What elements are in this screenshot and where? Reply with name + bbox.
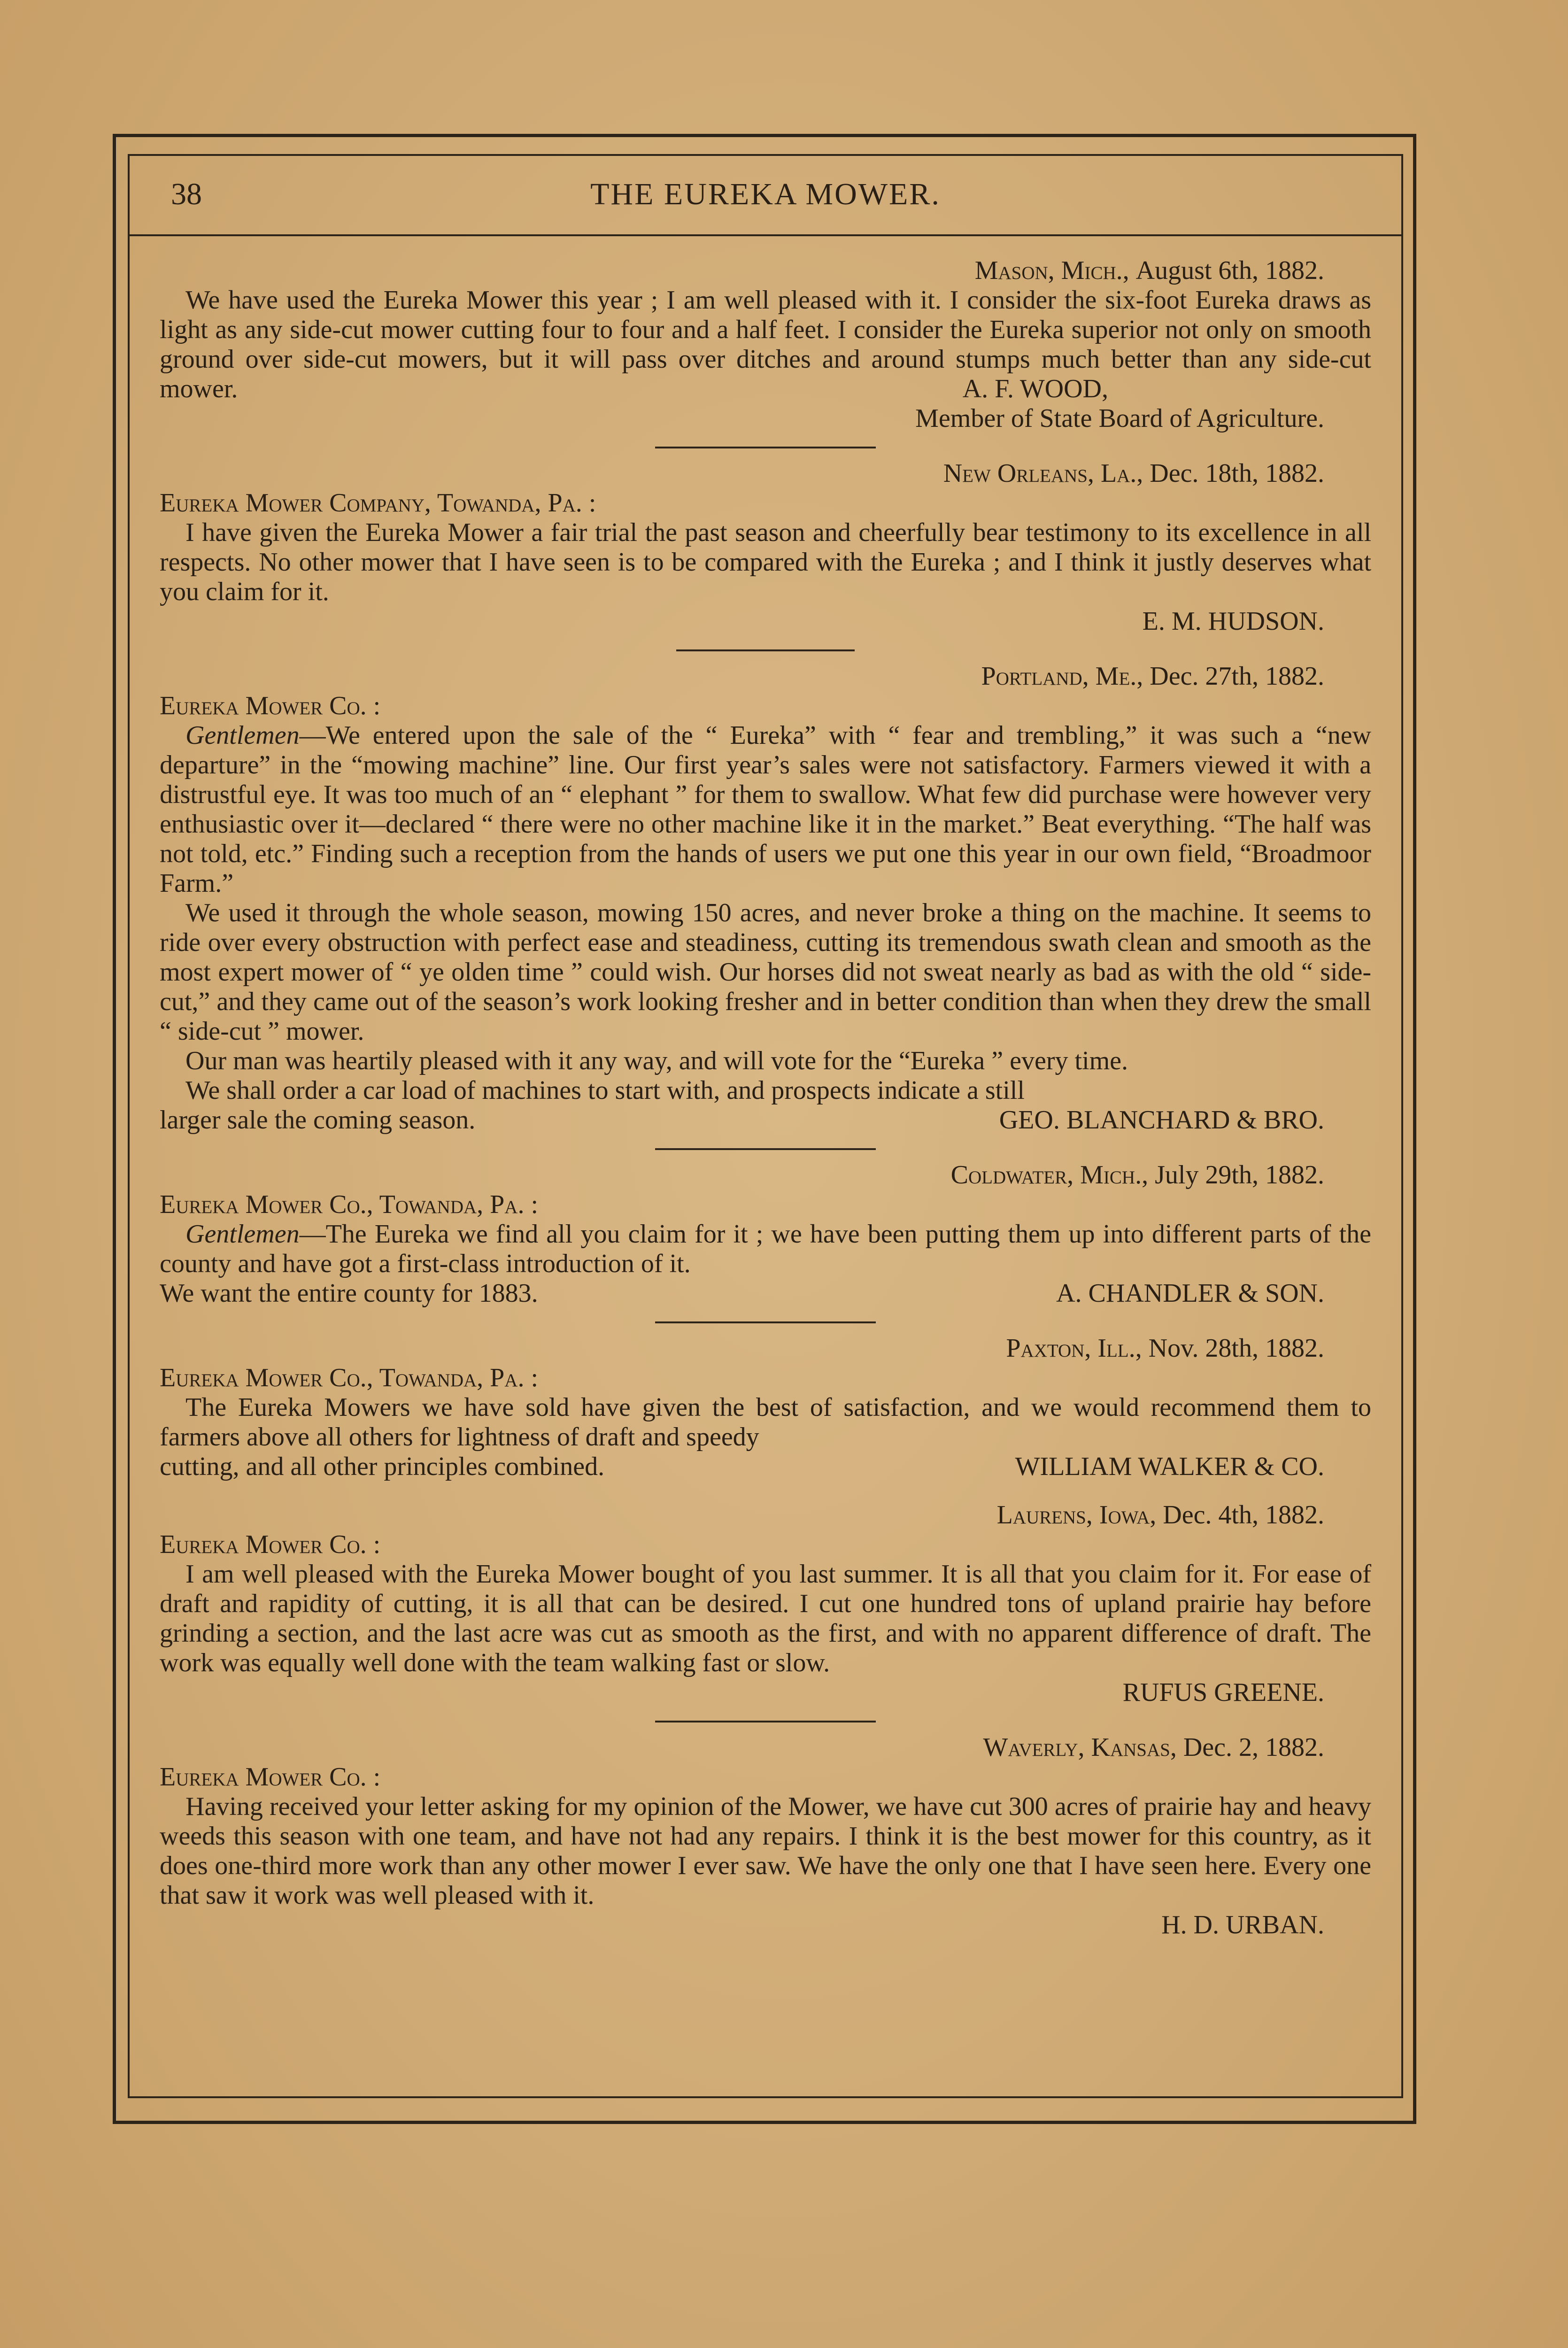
paragraph: I am well pleased with the Eureka Mower bought of you last summer. It is all that you claim for it. For ease of draft and rapidity of cutting, it is all that can be desired. I cut one hundred tons of upland prairie hay before grinding a section, and the last acre was cut as smooth as the first, and with no apparent difference of draft. The work was equally well done with the team walking fast or slow. (160, 1560, 1371, 1677)
place: Coldwater, Mich., (950, 1160, 1149, 1189)
dateline (160, 662, 1371, 691)
signature-title: Member of State Board of Agriculture. (915, 404, 1324, 433)
date: Dec. 2, 1882. (1183, 1733, 1324, 1762)
closing-text: We want the entire county for 1883. (160, 1279, 538, 1308)
paragraph (160, 1220, 1371, 1279)
salutation: Eureka Mower Co. : (160, 1530, 381, 1559)
separator-rule (655, 1148, 876, 1150)
separator-rule (655, 1321, 876, 1323)
paragraph: Having received your letter asking for my opinion of the Mower, we have cut 300 acres of prairie hay and heavy weeds this season with one team, and have not had any repairs. I think it is the best mower for this country, as it does one-third more work than any other mower I ever saw. We have the only one that I have seen here. Every one that saw it work was well pleased with it. (160, 1792, 1371, 1910)
date: Dec. 4th, 1882. (1163, 1500, 1324, 1529)
letter-walker (160, 1334, 1371, 1482)
closing-line (160, 1452, 1371, 1482)
signature: E. M. HUDSON. (1142, 607, 1324, 636)
signature: H. D. URBAN. (1161, 1910, 1324, 1939)
separator-rule (655, 447, 876, 448)
letter-body (160, 1560, 1371, 1678)
letter-body (160, 1792, 1371, 1910)
letter-hudson (160, 459, 1371, 636)
salutation: Eureka Mower Co., Towanda, Pa. : (160, 1363, 539, 1392)
dateline (160, 459, 1371, 488)
letter-urban (160, 1733, 1371, 1940)
place: New Orleans, La., (943, 459, 1143, 488)
letter-body (160, 1220, 1371, 1279)
page-number: 38 (171, 177, 202, 211)
signature: A. CHANDLER & SON. (1056, 1279, 1324, 1308)
closing-line (160, 1279, 1371, 1308)
paragraph: We used it through the whole season, mowing 150 acres, and never broke a thing on the machine. It seems to ride over every obstruction with perfect ease and steadiness, cutting its tremendous swath clean and smooth as the most expert mower of “ ye olden time ” could wish. Our horses did not sweat nearly as bad as with the old “ side-cut,” and they came out of the season’s work looking fresher and in better condition than when they drew the small “ side-cut ” mower. (160, 898, 1371, 1046)
paragraph (160, 721, 1371, 898)
dateline (160, 1160, 1371, 1190)
date: Nov. 28th, 1882. (1148, 1334, 1324, 1363)
salutation: Eureka Mower Co., Towanda, Pa. : (160, 1190, 539, 1219)
paragraph: The Eureka Mowers we have sold have given the best of satisfaction, and we would recommend them to farmers above all others for lightness of draft and speedy (160, 1393, 1371, 1452)
place: Paxton, Ill., (1006, 1334, 1142, 1363)
salutation: Eureka Mower Company, Towanda, Pa. : (160, 488, 596, 517)
paragraph: We shall order a car load of machines to start with, and prospects indicate a still (185, 1076, 1025, 1105)
dateline (160, 1500, 1371, 1530)
dateline (160, 1334, 1371, 1363)
signature: GEO. BLANCHARD & BRO. (999, 1105, 1324, 1135)
letter-chandler (160, 1160, 1371, 1308)
separator-rule (676, 649, 855, 651)
paragraph: Our man was heartily pleased with it any way, and will vote for the “Eureka ” every time. (185, 1046, 1128, 1075)
closing-text: larger sale the coming season. (160, 1105, 476, 1135)
letter-blanchard (160, 662, 1371, 1135)
place: Mason, Mich., (974, 256, 1129, 285)
letter-greene (160, 1500, 1371, 1707)
date: Dec. 18th, 1882. (1150, 459, 1324, 488)
greeting: Gentlemen (185, 721, 300, 750)
letter-body (160, 518, 1371, 607)
signature: WILLIAM WALKER & CO. (1015, 1452, 1324, 1481)
paragraph-text: —We entered upon the sale of the “ Eureka” with “ fear and trembling,” it was such a “new departure” in the “mowing machine” line. Our first year’s sales were not satisfactory. Farmers viewed it with a distrustful eye. It was too much of an “ elephant ” for them to swallow. What few did purchase were however very enthusiastic over it—declared “ there were no other machine like it in the market.” Beat everything. “The half was not told, etc.” Finding such a reception from the hands of users we put one this year in our own field, “Broadmoor Farm.” (160, 721, 1371, 898)
place: Portland, Me., (981, 662, 1143, 691)
place: Waverly, Kansas, (983, 1733, 1177, 1762)
date: Dec. 27th, 1882. (1150, 662, 1324, 691)
dateline (160, 256, 1371, 286)
signature: RUFUS GREENE. (1122, 1678, 1324, 1707)
salutation: Eureka Mower Co. : (160, 691, 381, 720)
salutation: Eureka Mower Co. : (160, 1762, 381, 1792)
paragraph: I have given the Eureka Mower a fair trial the past season and cheerfully bear testimony to its excellence in all respects. No other mower that I have seen is to be compared with the Eureka ; and I think it justly deserves what you claim for it. (160, 518, 1371, 606)
page-content (160, 256, 1371, 1940)
closing-line (160, 1105, 1371, 1135)
greeting: Gentlemen (185, 1220, 300, 1249)
date: July 29th, 1882. (1155, 1160, 1324, 1189)
letter-body (160, 721, 1371, 1105)
signature: A. F. WOOD, (962, 374, 1108, 403)
page-header (128, 154, 1403, 236)
closing-text: cutting, and all other principles combined. (160, 1452, 605, 1481)
date: August 6th, 1882. (1135, 256, 1324, 285)
separator-rule (655, 1721, 876, 1722)
place: Laurens, Iowa, (996, 1500, 1157, 1529)
paragraph: We have used the Eureka Mower this year ; I am well pleased with it. I consider the six-foot Eureka draws as light as any side-cut mower cutting four to four and a half feet. I consider the Eureka superior not only on smooth ground over side-cut mowers, but it will pass over ditches and around stumps much better than any side-cut mower. (160, 286, 1371, 403)
letter-body (160, 1393, 1371, 1452)
dateline (160, 1733, 1371, 1762)
paragraph-text: —The Eureka we find all you claim for it ; we have been putting them up into different parts of the county and have got a first-class introduction of it. (160, 1220, 1371, 1278)
letter-wood (160, 256, 1371, 433)
running-title: THE EUREKA MOWER. (590, 177, 941, 211)
